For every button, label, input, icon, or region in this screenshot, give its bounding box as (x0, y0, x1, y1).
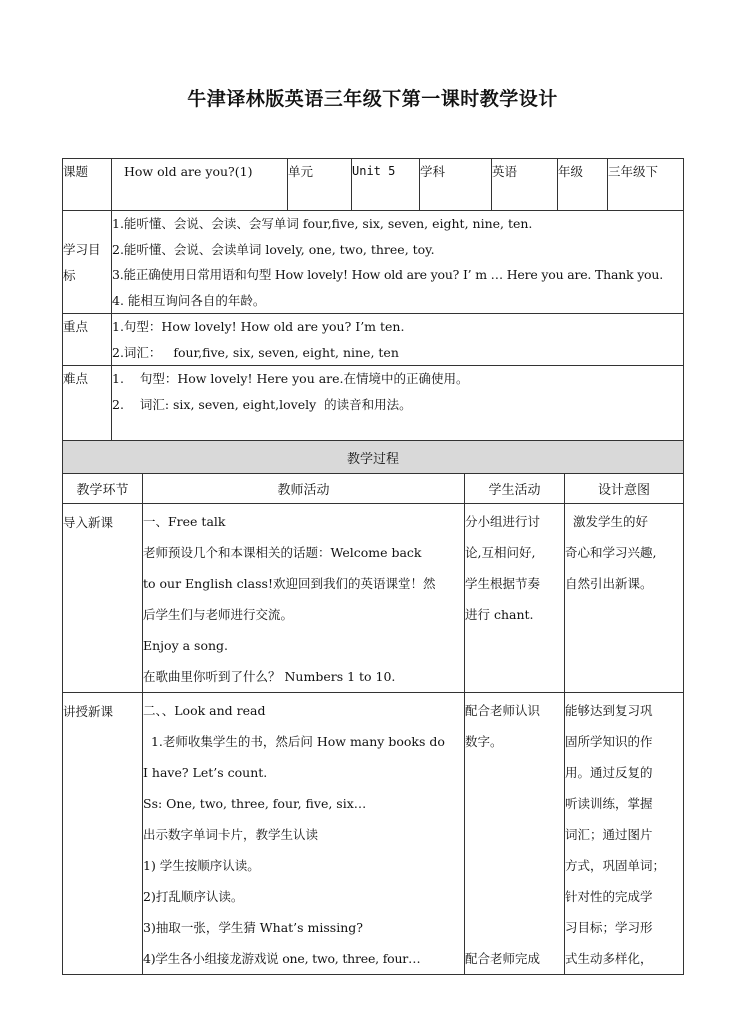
grade-value: 三年级下 (608, 159, 684, 211)
objectives-content (112, 211, 684, 314)
unit-value: Unit 5 (352, 159, 420, 211)
intent-line: 听读训练，掌握 (565, 796, 653, 811)
process-row-new-lesson (63, 693, 684, 975)
student-activity-cell (465, 504, 565, 693)
teacher-line: 2)打乱顺序认读。 (143, 889, 244, 904)
student-line (465, 757, 564, 788)
intent-cell (565, 504, 684, 693)
teacher-line: Enjoy a song. (143, 638, 229, 653)
student-line (465, 819, 564, 850)
teacher-line: 出示数字单词卡片，教学生认读 (143, 827, 319, 842)
student-line: 学生根据节奏 (465, 576, 541, 591)
student-line: 配合老师认识 (465, 703, 541, 718)
teacher-line: 后学生们与老师进行交流。 (143, 607, 294, 622)
grade-label: 年级 (558, 159, 608, 211)
teacher-line: 1.老师收集学生的书，然后问 How many books do (143, 734, 445, 749)
intent-line: 能够达到复习巩 (565, 703, 653, 718)
topic-value: How old are you?(1) (112, 159, 288, 211)
student-line (465, 850, 564, 881)
teacher-line: I have? Let’s count. (143, 765, 268, 780)
teacher-line: 一、Free talk (143, 514, 226, 529)
student-line: 分小组进行讨 (465, 514, 541, 529)
column-header-stage: 教学环节 (63, 474, 143, 504)
key-points-content (112, 314, 684, 366)
teacher-line: to our English class!欢迎回到我们的英语课堂！然 (143, 576, 436, 591)
objective-item: 1.能听懂、会说、会读、会写单词 four,five, six, seven, eight, nine, ten. (112, 216, 533, 231)
key-point-item: 2.词汇： four,five, six, seven, eight, nine, ten (112, 344, 399, 360)
topic-label: 课题 (63, 159, 112, 211)
student-line: 配合老师完成 (465, 951, 541, 966)
teacher-activity-cell (143, 504, 465, 693)
objective-item: 4. 能相互询问各自的年龄。 (112, 292, 266, 308)
difficulties-content (112, 366, 684, 442)
process-header: 教学过程 (63, 441, 684, 474)
key-point-item: 1.句型：How lovely! How old are you? I’m ten. (112, 319, 405, 334)
process-row-intro (63, 504, 684, 693)
student-line: 论,互相问好, (465, 545, 536, 560)
teacher-line: 在歌曲里你听到了什么？ Numbers 1 to 10. (143, 669, 396, 684)
intent-line: 式生动多样化， (565, 951, 653, 966)
intent-line: 用。通过反复的 (565, 765, 653, 780)
intent-line: 方式，巩固单词； (565, 858, 666, 873)
teacher-line: 3)抽取一张，学生猜 What’s missing? (143, 920, 363, 935)
intent-line: 自然引出新课。 (565, 576, 653, 591)
teacher-line: 二、、Look and read (143, 703, 266, 718)
student-activity-cell (465, 693, 565, 975)
teacher-line: 1) 学生按顺序认读。 (143, 858, 260, 873)
intent-line: 针对性的完成学 (565, 889, 653, 904)
objective-item: 2.能听懂、会说、会读单词 lovely, one, two, three, toy. (112, 241, 435, 257)
difficulty-item: 2. 词汇: six, seven, eight,lovely 的读音和用法。 (112, 396, 412, 412)
teacher-line: Ss: One, two, three, four, five, six… (143, 796, 367, 811)
key-points-label: 重点 (63, 314, 112, 366)
student-line (465, 881, 564, 912)
teaching-process-table (62, 440, 684, 975)
intent-cell (565, 693, 684, 975)
teacher-line: 老师预设几个和本课相关的话题：Welcome back (143, 545, 422, 560)
difficulties-label: 难点 (63, 366, 112, 442)
column-header-intent: 设计意图 (565, 474, 684, 504)
stage-cell: 导入新课 (63, 504, 143, 693)
teacher-activity-cell (143, 693, 465, 975)
intent-line: 习目标；学习形 (565, 920, 653, 935)
student-line (465, 912, 564, 943)
subject-label: 学科 (420, 159, 492, 211)
student-line (465, 788, 564, 819)
unit-label: 单元 (288, 159, 352, 211)
student-line: 数字。 (465, 734, 503, 749)
objective-item: 3.能正确使用日常用语和句型 How lovely! How old are you? I’ m … Here you are. Thank you. (112, 267, 664, 282)
page-title: 牛津译林版英语三年级下第一课时教学设计 (187, 88, 558, 110)
column-header-student: 学生活动 (465, 474, 565, 504)
intent-line: 固所学知识的作 (565, 734, 653, 749)
student-line: 进行 chant. (465, 607, 534, 622)
teacher-line: 4)学生各小组接龙游戏说 one, two, three, four… (143, 951, 421, 966)
objectives-label: 学习目标 (63, 211, 112, 314)
stage-cell: 讲授新课 (63, 693, 143, 975)
intent-line: 激发学生的好 (565, 514, 648, 529)
lesson-info-table (62, 158, 684, 442)
column-header-teacher: 教师活动 (143, 474, 465, 504)
subject-value: 英语 (492, 159, 558, 211)
intent-line: 词汇；通过图片 (565, 827, 653, 842)
intent-line: 奇心和学习兴趣, (565, 545, 657, 560)
difficulty-item: 1. 句型：How lovely! Here you are.在情境中的正确使用。 (112, 371, 469, 386)
